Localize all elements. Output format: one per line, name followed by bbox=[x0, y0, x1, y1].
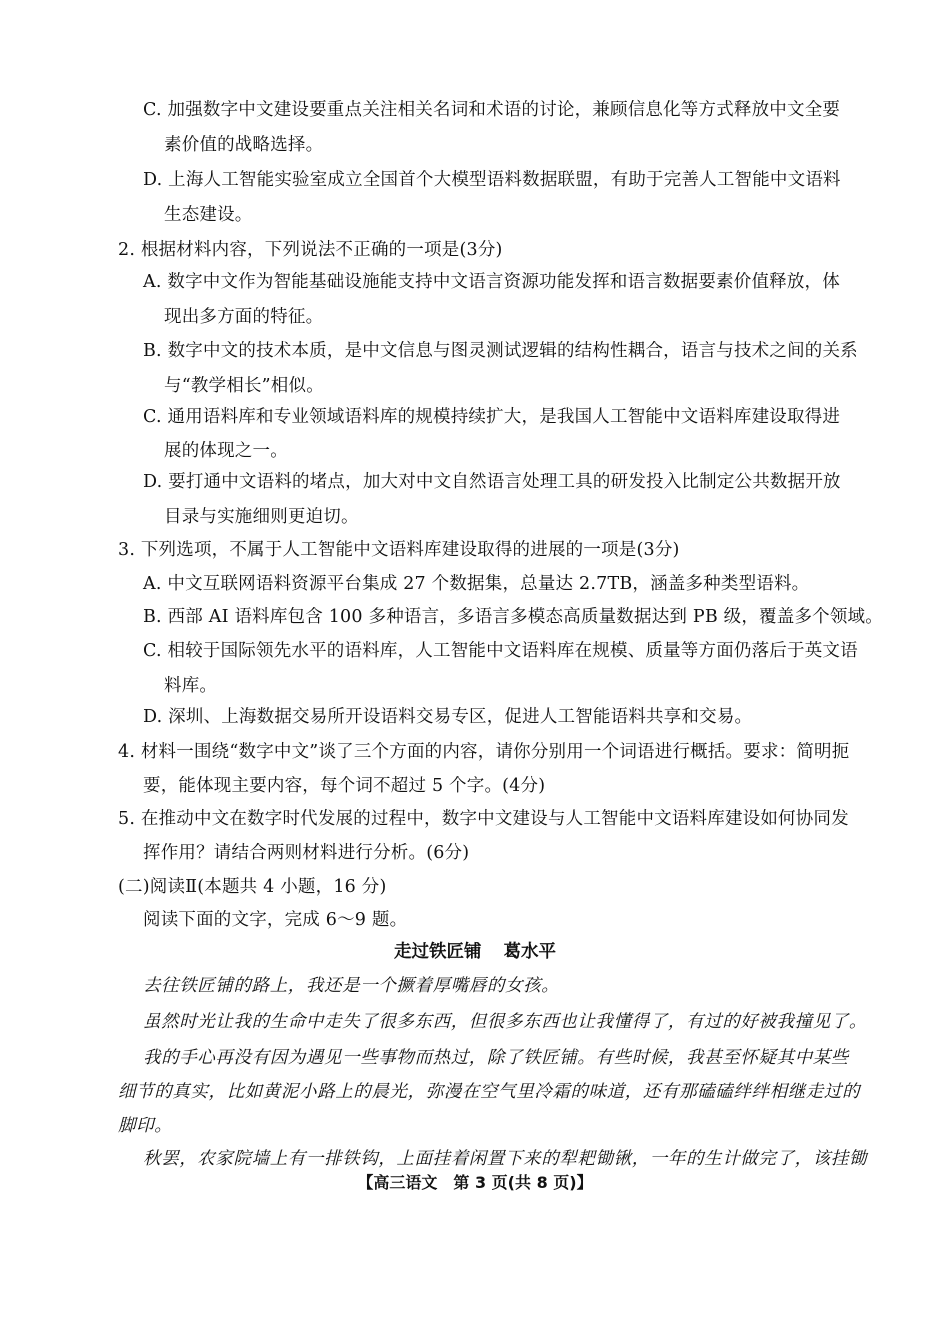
q1-option-c-line1: C. 加强数字中文建设要重点关注相关名词和术语的讨论，兼顾信息化等方式释放中文全要 bbox=[143, 100, 841, 120]
passage-line-5: 脚印。 bbox=[118, 1116, 173, 1136]
q3-option-c-line1: C. 相较于国际领先水平的语料库，人工智能中文语料库在规模、质量等方面仍落后于英文语 bbox=[143, 641, 858, 661]
q2-option-a-line2: 现出多方面的特征。 bbox=[164, 307, 324, 327]
q4-line2: 要，能体现主要内容，每个词不超过 5 个字。(4分) bbox=[143, 776, 546, 796]
passage-line-4: 细节的真实，比如黄泥小路上的晨光，弥漫在空气里冷霜的味道，还有那磕磕绊绊相继走过的 bbox=[118, 1082, 861, 1102]
q1-option-d-line1: D. 上海人工智能实验室成立全国首个大模型语料数据联盟，有助于完善人工智能中文语料 bbox=[143, 170, 841, 190]
passage-line-3: 我的手心再没有因为遇见一些事物而热过，除了铁匠铺。有些时候，我甚至怀疑其中某些 bbox=[143, 1048, 849, 1068]
section-heading: (二)阅读Ⅱ(本题共 4 小题，16 分) bbox=[118, 877, 387, 897]
q2-option-c-line2: 展的体现之一。 bbox=[164, 441, 288, 461]
q2-option-b-line2: 与“教学相长”相似。 bbox=[164, 376, 324, 396]
page-footer: 【高三语文 第 3 页(共 8 页)】 bbox=[357, 1173, 593, 1192]
section-instruction: 阅读下面的文字，完成 6～9 题。 bbox=[143, 910, 408, 930]
q5-line2: 挥作用？请结合两则材料进行分析。(6分) bbox=[143, 843, 470, 863]
q2-option-d-line2: 目录与实施细则更迫切。 bbox=[164, 507, 359, 527]
q4-line1: 4. 材料一围绕“数字中文”谈了三个方面的内容，请你分别用一个词语进行概括。要求：简明扼 bbox=[118, 742, 850, 762]
passage-line-1: 去往铁匠铺的路上，我还是一个撅着厚嘴唇的女孩。 bbox=[143, 976, 560, 996]
q3-stem: 3. 下列选项，不属于人工智能中文语料库建设取得的进展的一项是(3分) bbox=[118, 540, 680, 560]
passage-title-line bbox=[0, 938, 950, 963]
passage-line-6: 秋罢，农家院墙上有一排铁钩，上面挂着闲置下来的犁耙锄锹，一年的生计做完了，该挂锄 bbox=[143, 1149, 867, 1169]
q2-stem: 2. 根据材料内容，下列说法不正确的一项是(3分) bbox=[118, 240, 503, 260]
q3-option-b: B. 西部 AI 语料库包含 100 多种语言，多语言多模态高质量数据达到 PB 级，覆盖多个领域。 bbox=[143, 607, 883, 627]
q2-option-b-line1: B. 数字中文的技术本质，是中文信息与图灵测试逻辑的结构性耦合，语言与技术之间的关系 bbox=[143, 341, 858, 361]
q1-option-c-line2: 素价值的战略选择。 bbox=[164, 135, 324, 155]
q3-option-d: D. 深圳、上海数据交易所开设语料交易专区，促进人工智能语料共享和交易。 bbox=[143, 707, 753, 727]
q2-option-a-line1: A. 数字中文作为智能基础设施能支持中文语言资源功能发挥和语言数据要素价值释放，体 bbox=[143, 272, 840, 292]
q2-option-c-line1: C. 通用语料库和专业领域语料库的规模持续扩大，是我国人工智能中文语料库建设取得进 bbox=[143, 407, 841, 427]
passage-line-2: 虽然时光让我的生命中走失了很多东西，但很多东西也让我懂得了，有过的好被我撞见了。 bbox=[143, 1012, 867, 1032]
passage-author: 葛水平 bbox=[503, 942, 556, 962]
passage-title: 走过铁匠铺 bbox=[394, 942, 482, 962]
q1-option-d-line2: 生态建设。 bbox=[164, 205, 253, 225]
q3-option-a: A. 中文互联网语料资源平台集成 27 个数据集，总量达 2.7TB，涵盖多种类型语料。 bbox=[143, 574, 810, 594]
q2-option-d-line1: D. 要打通中文语料的堵点，加大对中文自然语言处理工具的研发投入比制定公共数据开放 bbox=[143, 472, 841, 492]
q5-line1: 5. 在推动中文在数字时代发展的过程中，数字中文建设与人工智能中文语料库建设如何协同发 bbox=[118, 809, 849, 829]
q3-option-c-line2: 料库。 bbox=[164, 676, 218, 696]
